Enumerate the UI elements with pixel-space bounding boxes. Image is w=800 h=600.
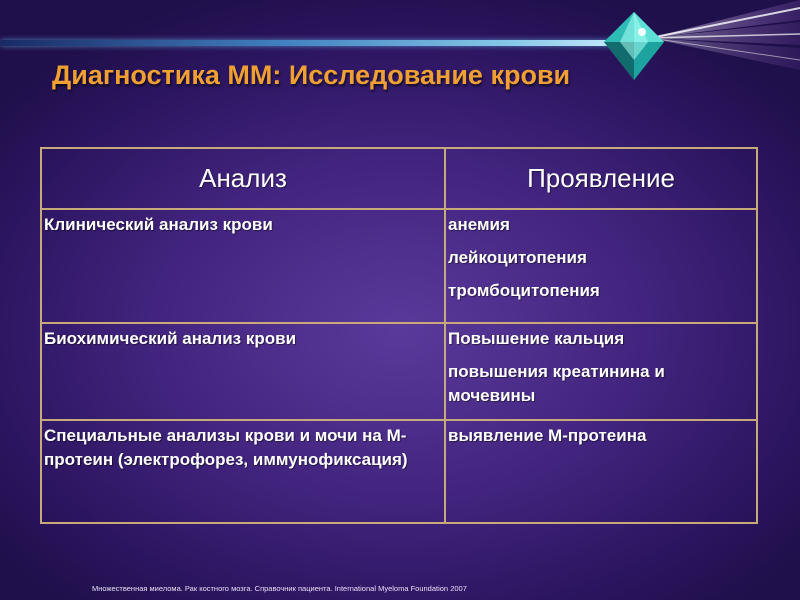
manifestation-cell [445,323,757,420]
manifestation-item: тромбоцитопения [448,281,600,300]
table-header-row [41,148,757,209]
source-footnote: Множественная миелома. Рак костного мозга. Справочник пациента. International Myeloma Foundation 2007 [92,584,467,593]
table-row [41,209,757,323]
analysis-cell: Клинический анализ крови [41,209,445,323]
manifestation-item: Повышение кальция [448,329,625,348]
crystal-diamond-icon [598,10,670,82]
manifestation-item: выявление М-протеина [448,426,647,445]
manifestation-item: анемия [448,215,510,234]
header-analysis: Анализ [41,148,445,209]
manifestation-cell [445,420,757,523]
diagnostics-table [40,147,758,524]
light-beam-decoration [650,0,800,75]
table-row [41,323,757,420]
header-manifestation: Проявление [445,148,757,209]
analysis-cell: Биохимический анализ крови [41,323,445,420]
table-row [41,420,757,523]
analysis-cell: Специальные анализы крови и мочи на М-протеин (электрофорез, иммунофиксация) [41,420,445,523]
top-glow-rule [0,40,640,46]
manifestation-item: повышения креатинина и мочевины [448,362,665,405]
slide-title: Диагностика ММ: Исследование крови [52,60,571,90]
manifestation-cell [445,209,757,323]
manifestation-item: лейкоцитопения [448,248,587,267]
